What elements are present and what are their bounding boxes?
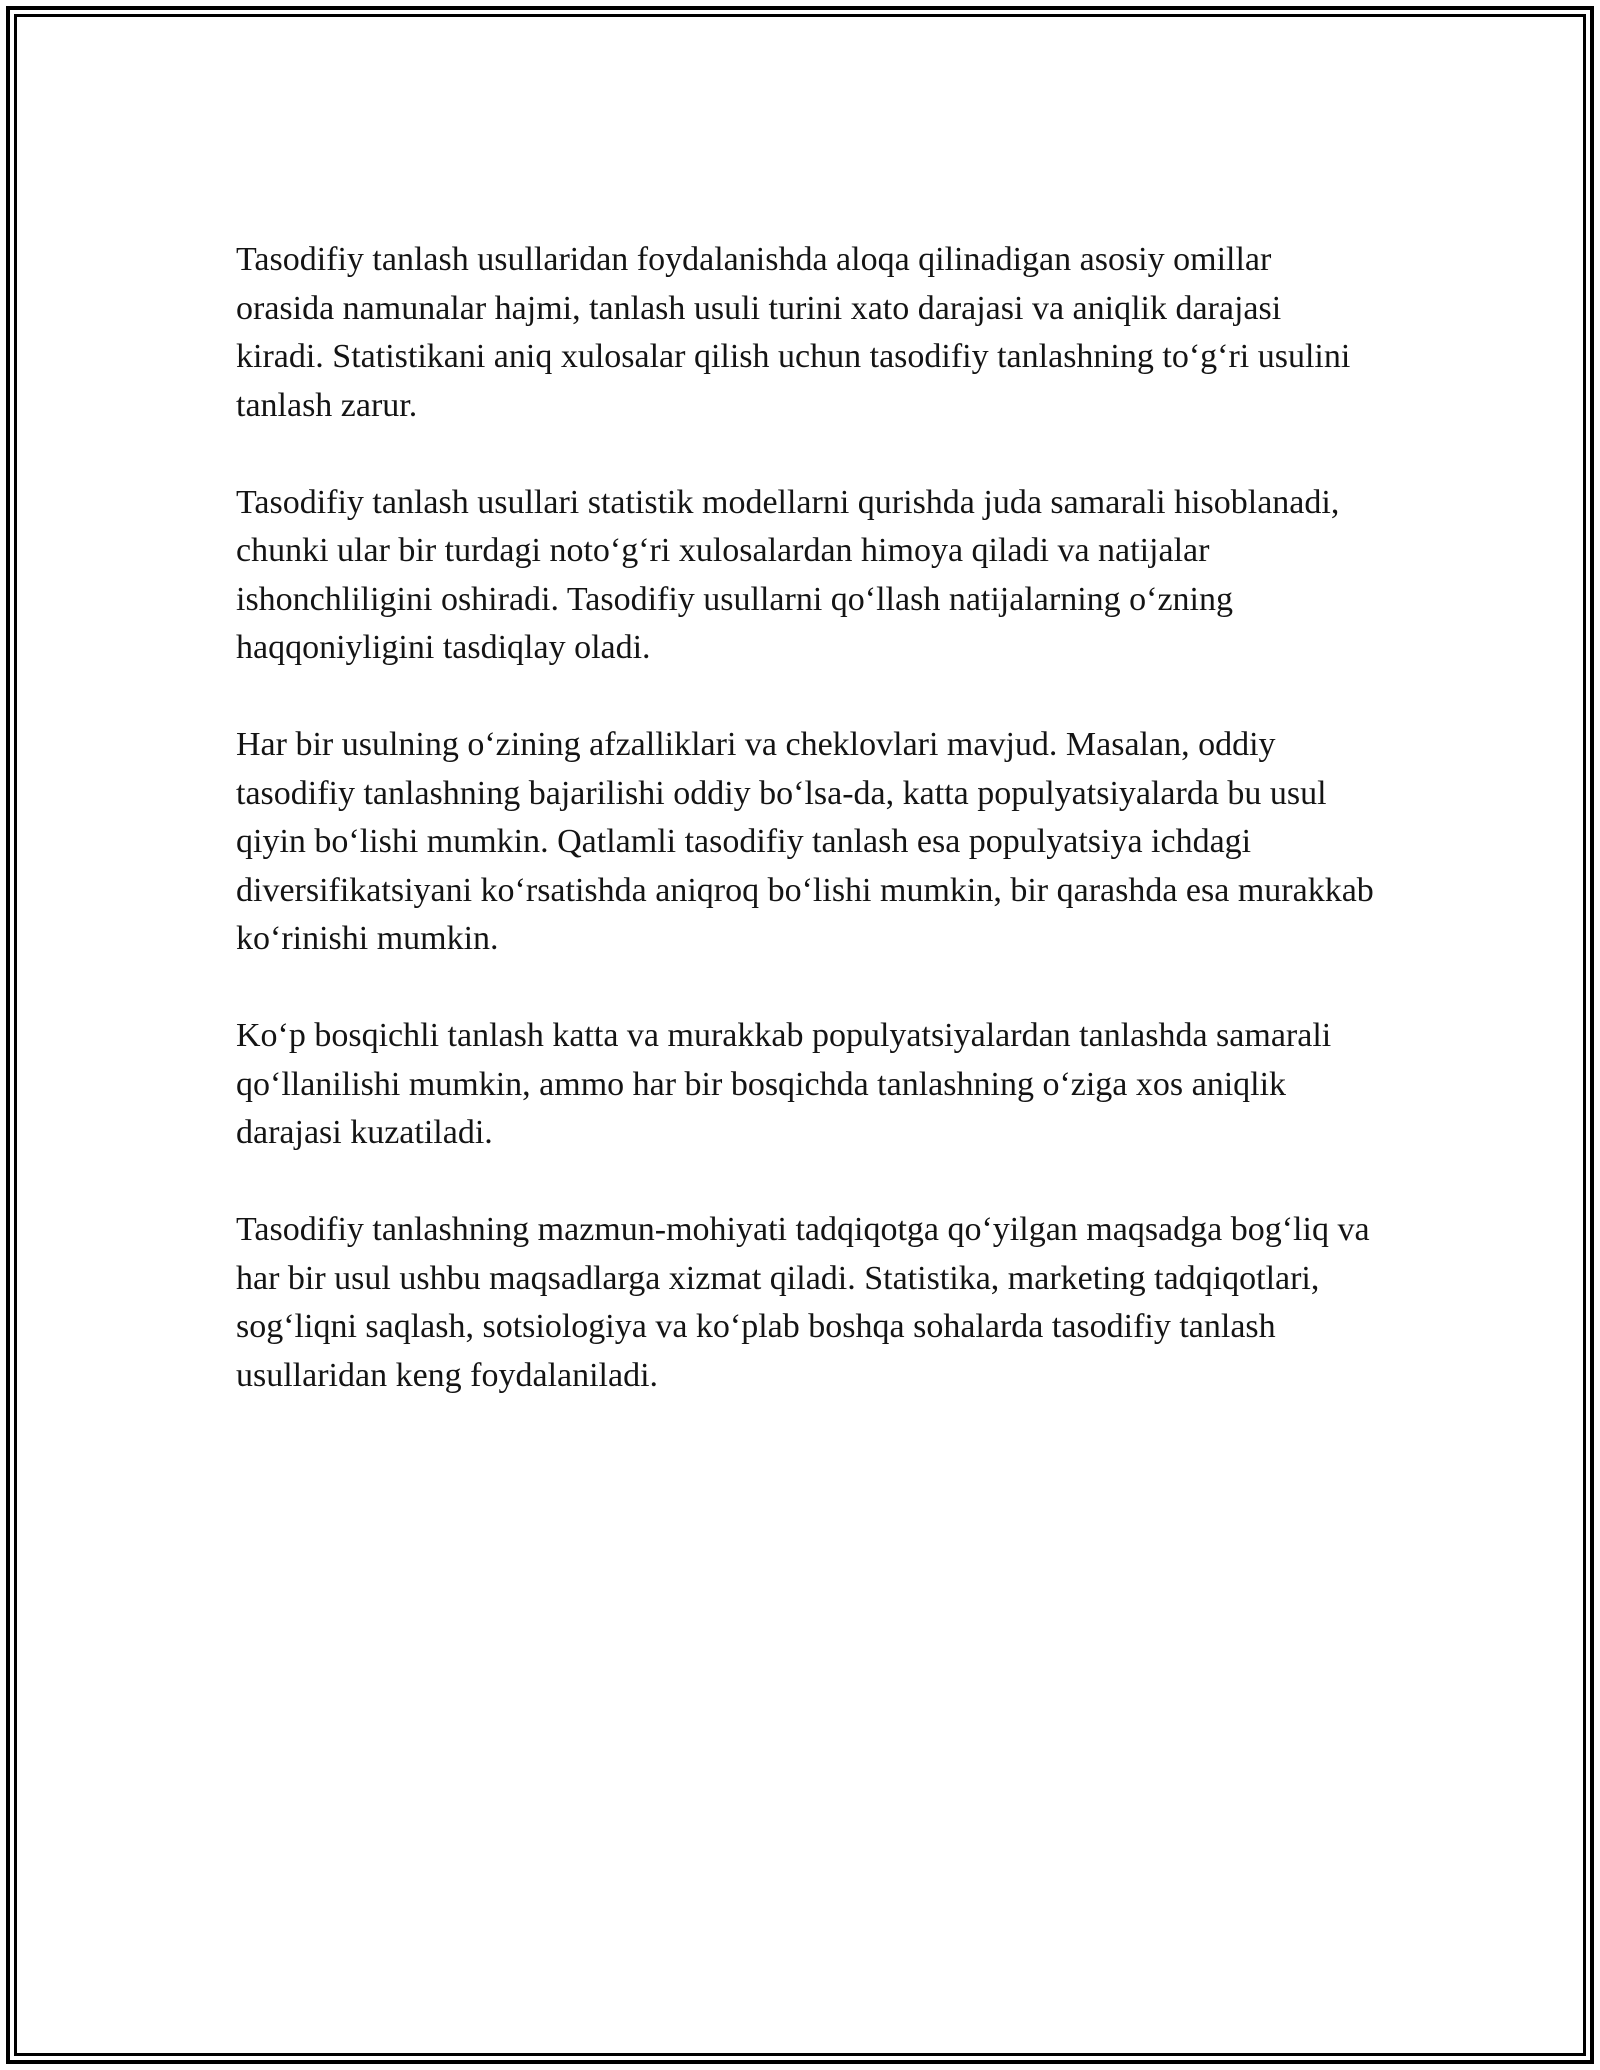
- paragraph-2: Tasodifiy tanlash usullari statistik modellarni qurishda juda samarali hisoblanadi, chunki ular bir turdagi noto‘g‘ri xulosalardan himoya qiladi va natijalar ishonchliligini oshiradi. Tasodifiy usullarni qo‘llash natijalarning o‘zning haqqoniyligini tasdiqlay oladi.: [236, 483, 1340, 666]
- paragraph-3: Har bir usulning o‘zining afzalliklari va cheklovlari mavjud. Masalan, oddiy tasodifiy tanlashning bajarilishi oddiy bo‘lsa-da, katta populyatsiyalarda bu usul qiyin bo‘lishi mumkin. Qatlamli tasodifiy tanlash esa populyatsiya ichdagi diversifikatsiyani ko‘rsatishda aniqroq bo‘lishi mumkin, bir qarashda esa murakkab ko‘rinishi mumkin.: [236, 726, 1374, 957]
- document-body: [236, 236, 1376, 1449]
- paragraph-5: Tasodifiy tanlashning mazmun-mohiyati tadqiqotga qo‘yilgan maqsadga bog‘liq va har bir usul ushbu maqsadlarga xizmat qiladi. Statistika, marketing tadqiqotlari, sog‘liqni saqlash, sotsiologiya va ko‘plab boshqa sohalarda tasodifiy tanlash usullaridan keng foydalaniladi.: [236, 1211, 1370, 1394]
- paragraph-1: Tasodifiy tanlash usullaridan foydalanishda aloqa qilinadigan asosiy omillar orasida namunalar hajmi, tanlash usuli turini xato darajasi va aniqlik darajasi kiradi. Statistikani aniq xulosalar qilish uchun tasodifiy tanlashning to‘g‘ri usulini tanlash zarur.: [236, 241, 1351, 424]
- paragraph-4: Ko‘p bosqichli tanlash katta va murakkab populyatsiyalardan tanlashda samarali qo‘llanilishi mumkin, ammo har bir bosqichda tanlashning o‘ziga xos aniqlik darajasi kuzatiladi.: [236, 1017, 1332, 1151]
